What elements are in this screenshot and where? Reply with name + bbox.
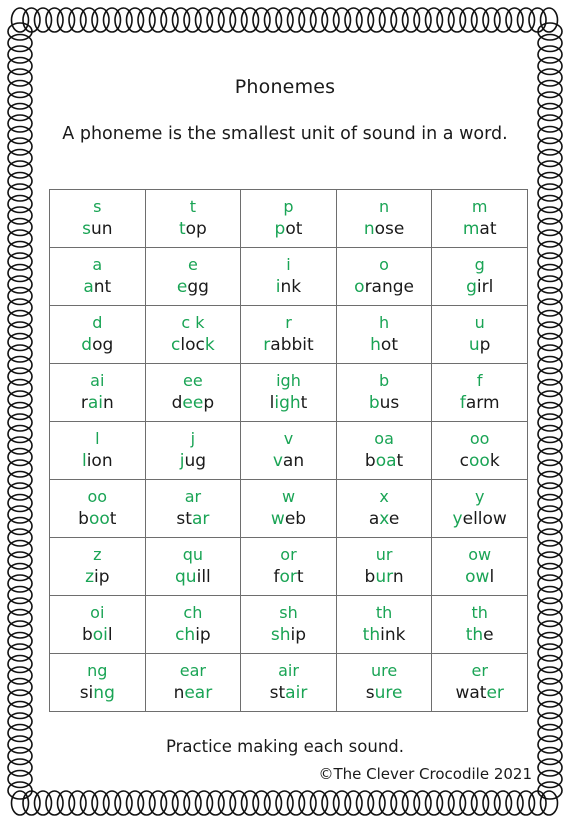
word-other-part: arm [465,393,500,413]
word-phoneme-part: c [171,335,181,355]
example-word [432,334,527,357]
example-word [146,682,241,705]
phoneme-cell [336,190,432,248]
phoneme-cell [145,248,241,306]
phoneme-cell [50,190,146,248]
example-word [337,450,432,473]
word-other-part: us [379,393,400,413]
example-word [241,624,336,647]
phoneme-cell [336,538,432,596]
word-other-part: e [388,509,400,529]
practice-instruction: Practice making each sound. [165,737,404,756]
word-other-part: p [479,335,491,355]
word-other-part: t [396,451,404,471]
phoneme-grapheme: ow [468,545,492,564]
word-other-part: loc [180,335,205,355]
word-other-part: b [81,625,93,645]
word-phoneme-part: air [285,683,308,703]
word-other-part: ip [94,567,110,587]
phoneme-cell [145,654,241,712]
word-other-part: si [79,683,94,703]
example-word [241,392,336,415]
phoneme-grapheme: qu [182,545,204,564]
word-phoneme-part: p [274,219,286,239]
word-phoneme-part: ar [191,509,210,529]
table-row [50,248,528,306]
word-other-part: wat [455,683,487,703]
phoneme-grapheme: th [375,603,393,622]
phoneme-cell [50,596,146,654]
word-phoneme-part: h [370,335,381,355]
word-phoneme-part: a [83,277,94,297]
word-other-part: b [364,567,376,587]
word-other-part: t [109,509,117,529]
word-phoneme-part: e [176,277,188,297]
word-phoneme-part: r [263,335,271,355]
word-phoneme-part: u [468,335,480,355]
table-row [50,422,528,480]
word-phoneme-part: j [179,451,185,471]
word-other-part: an [282,451,305,471]
phoneme-grapheme: x [379,487,389,506]
word-other-part: st [269,683,286,703]
example-word [337,624,432,647]
example-word [50,682,145,705]
phoneme-grapheme: th [471,603,488,622]
phoneme-cell [50,248,146,306]
word-other-part: n [392,567,404,587]
word-other-part: st [176,509,192,529]
table-row [50,306,528,364]
word-phoneme-part: v [272,451,283,471]
phoneme-cell [145,190,241,248]
phoneme-cell [145,364,241,422]
example-word [337,508,432,531]
example-word [50,508,145,531]
phoneme-cell [50,306,146,364]
word-other-part: range [364,277,414,297]
word-phoneme-part: ure [374,683,403,703]
word-phoneme-part: ng [93,683,115,703]
example-word [50,392,145,415]
phoneme-cell [241,190,337,248]
example-word [432,682,527,705]
phoneme-grapheme: or [280,545,297,564]
phoneme-grapheme: ear [179,661,206,680]
phoneme-cell [241,422,337,480]
word-phoneme-part: o [354,277,365,297]
phoneme-cell [50,364,146,422]
word-other-part: c [459,451,470,471]
word-phoneme-part: or [279,567,297,587]
phoneme-grapheme: sh [279,603,298,622]
example-word [146,566,241,589]
phoneme-grapheme: er [471,661,488,680]
phoneme-cell [50,654,146,712]
phoneme-grapheme: f [476,371,483,390]
phoneme-cell [241,480,337,538]
example-word [337,276,432,299]
word-other-part: gg [187,277,209,297]
word-other-part: b [364,451,376,471]
page-subtitle: A phoneme is the smallest unit of sound in a word. [62,124,508,144]
word-phoneme-part: ear [184,683,213,703]
phoneme-grapheme: h [379,313,390,332]
word-other-part: e [483,625,494,645]
phoneme-cell [336,654,432,712]
phoneme-grapheme: g [474,255,485,274]
word-phoneme-part: ch [175,625,196,645]
word-phoneme-part: sh [270,625,291,645]
word-other-part: ellow [462,509,507,529]
word-phoneme-part: z [85,567,94,587]
example-word [432,566,527,589]
example-word [241,508,336,531]
phoneme-grapheme: u [474,313,485,332]
word-phoneme-part: n [363,219,375,239]
phoneme-grapheme: y [474,487,485,506]
phoneme-grapheme: d [92,313,103,332]
example-word [241,334,336,357]
word-phoneme-part: x [379,509,389,529]
word-other-part: l [107,625,113,645]
phoneme-grapheme: ee [183,371,203,390]
word-phoneme-part: oa [375,451,397,471]
example-word [337,566,432,589]
phoneme-grapheme: ng [87,661,108,680]
phoneme-grapheme: ure [370,661,398,680]
word-other-part: d [171,393,183,413]
example-word [432,392,527,415]
table-row [50,190,528,248]
word-phoneme-part: er [486,683,504,703]
example-word [241,218,336,241]
example-word [432,624,527,647]
phoneme-cell [432,190,528,248]
example-word [432,276,527,299]
word-other-part: r [80,393,88,413]
word-other-part: t [296,567,304,587]
phoneme-cell [145,306,241,364]
phoneme-grapheme: oi [90,603,105,622]
word-phoneme-part: b [368,393,380,413]
phoneme-cell [50,422,146,480]
phoneme-grapheme: z [93,545,102,564]
phoneme-grapheme: air [278,661,299,680]
phoneme-grapheme: ar [184,487,202,506]
example-word [146,624,241,647]
word-phoneme-part: k [204,335,215,355]
phoneme-grapheme: oa [374,429,394,448]
word-phoneme-part: oo [88,509,110,529]
word-phoneme-part: t [178,219,186,239]
word-other-part: b [78,509,89,529]
phoneme-grapheme: c k [181,313,205,332]
example-word [50,334,145,357]
example-word [146,218,241,241]
phoneme-cell [432,364,528,422]
phoneme-grapheme: ai [90,371,105,390]
word-other-part: irl [476,277,494,297]
word-other-part: k [489,451,500,471]
phoneme-grapheme: e [187,255,198,274]
phoneme-grapheme: oo [469,429,490,448]
example-word [146,334,241,357]
phoneme-cell [145,422,241,480]
phoneme-cell [50,538,146,596]
word-phoneme-part: w [270,509,285,529]
phoneme-grapheme: o [379,255,389,274]
border-ring [541,791,558,815]
phoneme-grapheme: l [95,429,100,448]
word-phoneme-part: igh [274,393,301,413]
example-word [146,450,241,473]
word-phoneme-part: s [82,219,91,239]
example-word [337,218,432,241]
word-phoneme-part: m [462,219,480,239]
phoneme-table [49,189,528,712]
phoneme-cell [432,306,528,364]
phoneme-grapheme: j [190,429,196,448]
example-word [432,218,527,241]
word-phoneme-part: f [459,393,466,413]
word-phoneme-part: l [81,451,87,471]
word-other-part: op [185,219,207,239]
table-row [50,480,528,538]
word-other-part: n [173,683,185,703]
phoneme-cell [241,248,337,306]
phoneme-cell [145,596,241,654]
word-phoneme-part: i [275,277,281,297]
phoneme-grapheme: oo [87,487,108,506]
word-other-part: ink [380,625,406,645]
word-other-part: nt [93,277,112,297]
phoneme-cell [145,480,241,538]
phoneme-grapheme: b [379,371,390,390]
phoneme-cell [432,654,528,712]
word-other-part: t [300,393,308,413]
word-other-part: ion [86,451,113,471]
phoneme-cell [336,480,432,538]
phoneme-cell [336,596,432,654]
word-other-part: ip [195,625,211,645]
example-word [241,276,336,299]
phoneme-cell [241,306,337,364]
word-other-part: n [102,393,114,413]
word-other-part: p [203,393,215,413]
border-ring [541,8,558,32]
phoneme-cell [432,538,528,596]
phoneme-cell [432,422,528,480]
phoneme-cell [336,248,432,306]
word-phoneme-part: oo [469,451,490,471]
word-phoneme-part: y [452,509,463,529]
phoneme-grapheme: p [283,197,294,216]
phoneme-grapheme: t [189,197,197,216]
example-word [241,450,336,473]
phoneme-grapheme: a [92,255,103,274]
phoneme-grapheme: s [93,197,102,216]
word-other-part: ot [285,219,303,239]
word-other-part: at [479,219,497,239]
word-other-part: og [92,335,114,355]
phoneme-cell [241,538,337,596]
table-row [50,538,528,596]
word-other-part: nk [280,277,302,297]
word-phoneme-part: oi [92,625,108,645]
phoneme-cell [241,364,337,422]
phoneme-grapheme: r [285,313,292,332]
word-phoneme-part: ur [375,567,393,587]
example-word [241,566,336,589]
phoneme-grapheme: w [281,487,296,506]
word-phoneme-part: ai [87,393,103,413]
word-other-part: ot [380,335,398,355]
example-word [337,334,432,357]
phoneme-grapheme: m [471,197,488,216]
word-other-part: l [489,567,495,587]
phoneme-grapheme: ch [183,603,203,622]
phoneme-cell [50,480,146,538]
word-phoneme-part: g [466,277,477,297]
word-phoneme-part: th [465,625,484,645]
word-other-part: a [368,509,380,529]
phoneme-cell [432,480,528,538]
word-other-part: ug [184,451,207,471]
page-title: Phonemes [234,76,336,98]
word-phoneme-part: d [81,335,93,355]
example-word [146,508,241,531]
copyright-notice: ©The Clever Crocodile 2021 [318,765,532,783]
example-word [432,508,527,531]
example-word [50,566,145,589]
table-row [50,654,528,712]
example-word [146,392,241,415]
word-other-part: abbit [270,335,314,355]
phoneme-cell [336,422,432,480]
phoneme-cell [336,364,432,422]
table-row [50,596,528,654]
phoneme-grapheme: v [283,429,294,448]
word-other-part: ose [374,219,405,239]
phoneme-cell [336,306,432,364]
table-row [50,364,528,422]
phoneme-grapheme: i [286,255,291,274]
example-word [337,392,432,415]
word-other-part: un [90,219,113,239]
example-word [50,624,145,647]
word-other-part: l [269,393,275,413]
example-word [50,450,145,473]
word-other-part: eb [284,509,307,529]
phoneme-grapheme: n [379,197,390,216]
phoneme-grapheme: ur [375,545,393,564]
phoneme-cell [241,654,337,712]
example-word [50,218,145,241]
example-word [50,276,145,299]
word-phoneme-part: th [362,625,381,645]
word-other-part: f [273,567,280,587]
example-word [241,682,336,705]
example-word [146,276,241,299]
word-other-part: ill [196,567,211,587]
example-word [432,450,527,473]
phoneme-cell [432,248,528,306]
word-phoneme-part: ee [182,393,204,413]
phoneme-cell [241,596,337,654]
word-phoneme-part: qu [175,567,197,587]
word-phoneme-part: ow [465,567,490,587]
phoneme-cell [145,538,241,596]
example-word [337,682,432,705]
phoneme-cell [432,596,528,654]
word-other-part: s [365,683,375,703]
phoneme-grapheme: igh [276,371,301,390]
word-other-part: ip [290,625,307,645]
